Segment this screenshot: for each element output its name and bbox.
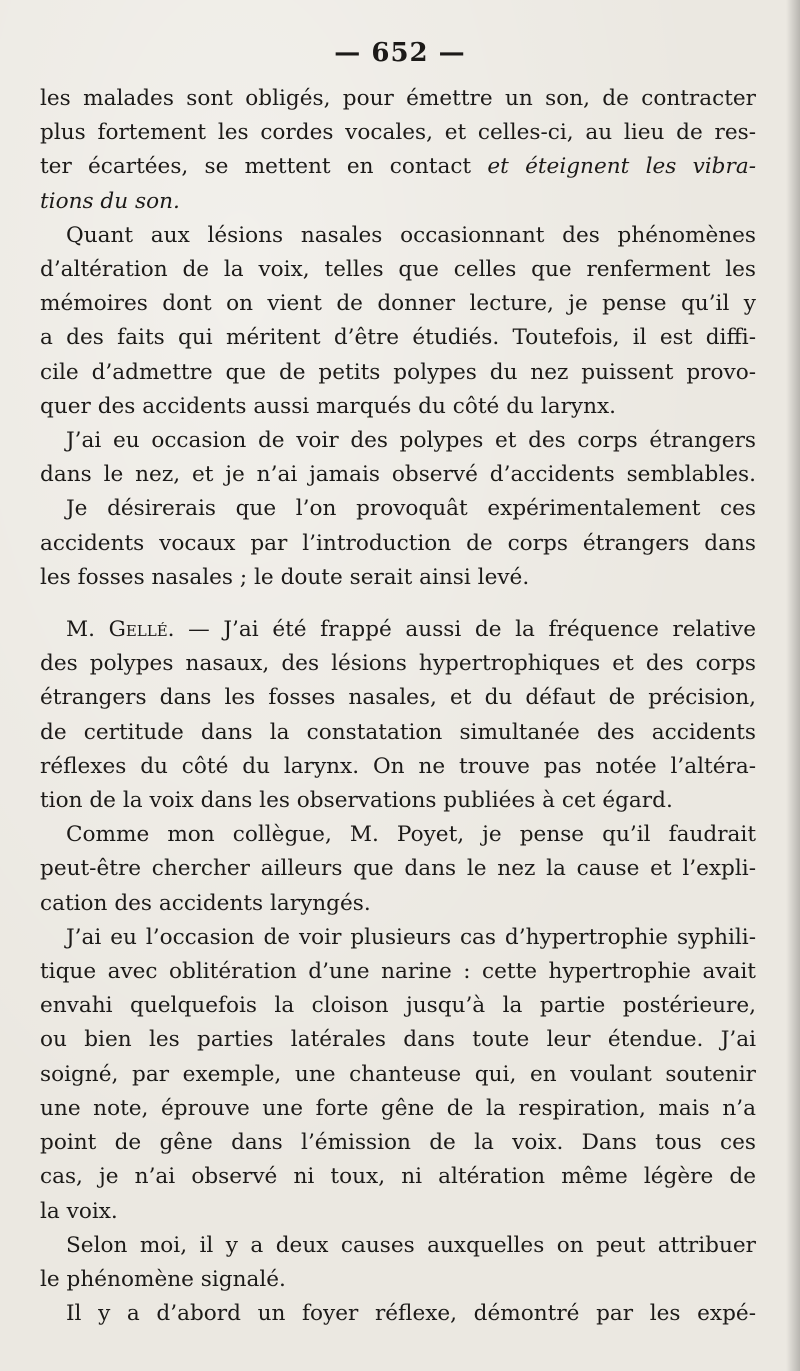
text-line: les malades sont obligés, pour émettre un son, de contracter [40, 86, 756, 111]
paragraph [40, 492, 756, 595]
text-line: plus fortement les cordes vocales, et celles-ci, au lieu de res- [40, 120, 756, 146]
text-line: peut-être chercher ailleurs que dans le nez la cause et l’expli- [40, 856, 756, 882]
text-line [40, 185, 756, 219]
text-fragment: ter écartées, se mettent en contact [40, 154, 488, 180]
text-line: une note, éprouve une forte gêne de la respiration, mais n’a [40, 1095, 756, 1121]
text-line: ou bien les parties latérales dans toute leur étendue. J’ai [40, 1027, 756, 1053]
text-line: des polypes nasaux, des lésions hypertrophiques et des corps [40, 651, 756, 677]
text-line [40, 150, 756, 184]
text-line: soigné, par exemple, une chanteuse qui, en voulant soutenir [40, 1061, 756, 1087]
page-number: — 652 — [334, 38, 466, 68]
paragraph [40, 818, 756, 921]
text-line: Il y a d’abord un foyer réflexe, démontré par les expé- [66, 1301, 756, 1327]
text-line: réflexes du côté du larynx. On ne trouve pas notée l’altéra- [40, 753, 756, 779]
text-line: Comme mon collègue, M. Poyet, je pense qu’il faudrait [66, 822, 756, 848]
text-line: étrangers dans les fosses nasales, et du défaut de précision, [40, 685, 756, 711]
paragraph [40, 1297, 756, 1331]
text-line: Je désirerais que l’on provoquât expérimentalement ces [66, 496, 756, 522]
paragraph-gap [40, 595, 756, 613]
paragraph-continuation [40, 82, 756, 219]
text-line: cile d’admettre que de petits polypes du nez puissent provo- [40, 359, 756, 385]
text-line: cation des accidents laryngés. [40, 890, 371, 916]
text-line: envahi quelquefois la cloison jusqu’à la partie postérieure, [40, 993, 756, 1019]
text-line: point de gêne dans l’émission de la voix. Dans tous ces [40, 1130, 756, 1156]
paragraph [40, 921, 756, 1229]
text-line: d’altération de la voix, telles que celles que renferment les [40, 257, 756, 283]
text-line: J’ai eu occasion de voir des polypes et des corps étrangers [66, 428, 756, 454]
page-edge-shadow [786, 0, 800, 1371]
text-line: tique avec oblitération d’une narine : cette hypertrophie avait [40, 959, 756, 985]
emphasis-text: et éteignent les vibra- [487, 154, 756, 180]
text-line: la voix. [40, 1198, 118, 1224]
text-fragment: — J’ai été frappé aussi de la fréquence relative [174, 617, 756, 643]
paragraph [40, 219, 756, 424]
text-line: accidents vocaux par l’introduction de corps étrangers dans [40, 530, 756, 556]
paragraph [40, 1229, 756, 1297]
text-line: dans le nez, et je n’ai jamais observé d’accidents semblables. [40, 462, 756, 488]
text-line: les fosses nasales ; le doute serait ainsi levé. [40, 564, 530, 590]
text-line: cas, je n’ai observé ni toux, ni altération même légère de [40, 1164, 756, 1190]
body-text [40, 82, 756, 1331]
text-line: tion de la voix dans les observations publiées à cet égard. [40, 788, 673, 814]
text-line: le phénomène signalé. [40, 1266, 286, 1292]
speaker-name: M. Gellé. [66, 617, 175, 643]
text-line: de certitude dans la constatation simultanée des accidents [40, 719, 756, 745]
text-line [40, 613, 756, 647]
text-line: J’ai eu l’occasion de voir plusieurs cas d’hypertrophie syphili- [66, 924, 756, 950]
paragraph-speaker [40, 613, 756, 818]
emphasis-text: tions du son. [40, 188, 180, 214]
text-line: Quant aux lésions nasales occasionnant des phénomènes [66, 222, 756, 248]
text-line: mémoires dont on vient de donner lecture, je pense qu’il y [40, 291, 756, 317]
paragraph [40, 424, 756, 492]
text-line: a des faits qui méritent d’être étudiés. Toutefois, il est diffi- [40, 325, 756, 351]
text-line: quer des accidents aussi marqués du côté du larynx. [40, 393, 617, 419]
text-line: Selon moi, il y a deux causes auxquelles on peut attribuer [66, 1232, 756, 1258]
